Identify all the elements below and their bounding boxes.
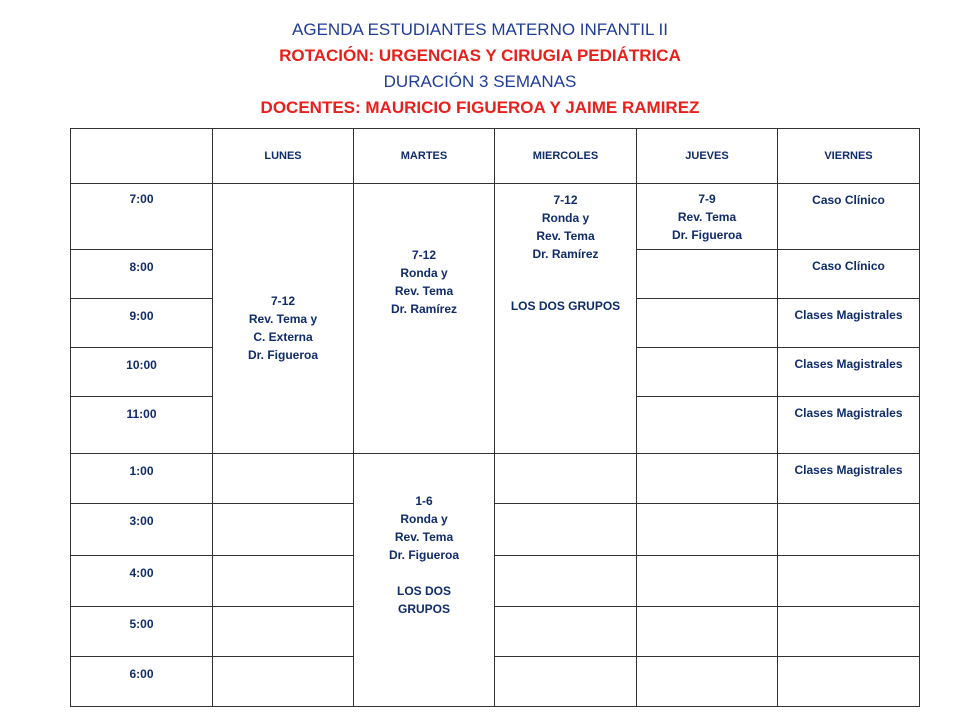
block-line: 1-6 (415, 494, 433, 508)
title-docentes: DOCENTES: MAURICIO FIGUEROA Y JAIME RAMIREZ (260, 98, 700, 117)
block-line: C. Externa (253, 329, 313, 344)
table-row (71, 657, 920, 707)
viernes-cell: Clases Magistrales (778, 299, 920, 348)
col-header-miercoles: MIERCOLES (495, 129, 637, 184)
jueves-empty-cell (637, 348, 778, 397)
miercoles-empty-cell (495, 454, 637, 504)
viernes-empty-cell (778, 556, 920, 607)
lunes-empty-cell (213, 607, 354, 657)
block-line: Ronda y (400, 512, 448, 526)
time-label: 3:00 (71, 504, 213, 556)
table-row (71, 607, 920, 657)
table-row (71, 454, 920, 504)
jueves-empty-cell (637, 397, 778, 454)
col-header-lunes: LUNES (213, 129, 354, 184)
time-label: 11:00 (71, 397, 213, 454)
jueves-empty-cell (637, 454, 778, 504)
block-line: Ronda y (400, 266, 448, 280)
block-line: Dr. Figueroa (388, 548, 459, 562)
viernes-empty-cell (778, 657, 920, 707)
block-line: Rev. Tema (536, 229, 595, 243)
lunes-empty-cell (213, 454, 354, 504)
header-row (71, 129, 920, 184)
lunes-empty-cell (213, 556, 354, 607)
jueves-7-cell (637, 184, 778, 250)
table-row (71, 184, 920, 250)
miercoles-empty-cell (495, 607, 637, 657)
block-line: LOS DOS (396, 584, 451, 598)
miercoles-empty-cell (495, 504, 637, 556)
time-label: 10:00 (71, 348, 213, 397)
block-line: Dr. Ramírez (532, 247, 599, 261)
time-label: 7:00 (71, 184, 213, 250)
lunes-morning-block (213, 184, 354, 454)
jueves-empty-cell (637, 556, 778, 607)
jueves-empty-cell (637, 607, 778, 657)
jueves-empty-cell (637, 299, 778, 348)
viernes-empty-cell (778, 504, 920, 556)
martes-morning-block (354, 184, 495, 454)
block-line: 7-12 (553, 193, 578, 207)
block-line: 7-12 (270, 293, 296, 308)
block-line: Dr. Ramírez (390, 302, 458, 316)
viernes-cell: Caso Clínico (778, 184, 920, 250)
viernes-cell: Clases Magistrales (778, 348, 920, 397)
title-rotacion: ROTACIÓN: URGENCIAS Y CIRUGIA PEDIÁTRICA (279, 46, 681, 65)
block-line: Rev. Tema y (248, 311, 318, 326)
col-header-jueves: JUEVES (637, 129, 778, 184)
time-label: 4:00 (71, 556, 213, 607)
table-row (71, 556, 920, 607)
corner-cell (71, 129, 213, 184)
jueves-empty-cell (637, 504, 778, 556)
block-line: Dr. Figueroa (671, 228, 742, 242)
col-header-martes: MARTES (354, 129, 495, 184)
viernes-cell: Clases Magistrales (778, 454, 920, 504)
col-header-viernes: VIERNES (778, 129, 920, 184)
block-line: Dr. Figueroa (247, 347, 318, 362)
block-line: Rev. Tema (394, 284, 454, 298)
title-agenda: AGENDA ESTUDIANTES MATERNO INFANTIL II (292, 20, 668, 39)
jueves-empty-cell (637, 657, 778, 707)
time-label: 8:00 (71, 250, 213, 299)
time-label: 1:00 (71, 454, 213, 504)
time-label: 9:00 (71, 299, 213, 348)
block-line: 7-12 (411, 248, 437, 262)
block-line: Ronda y (541, 211, 590, 225)
lunes-empty-cell (213, 657, 354, 707)
lunes-empty-cell (213, 504, 354, 556)
table-row (71, 504, 920, 556)
time-label: 5:00 (71, 607, 213, 657)
block-line: Rev. Tema (677, 210, 737, 224)
time-label: 6:00 (71, 657, 213, 707)
block-line: 7-9 (698, 192, 716, 206)
title-duracion: DURACIÓN 3 SEMANAS (383, 72, 577, 91)
martes-afternoon-block (354, 454, 495, 707)
block-line: GRUPOS (397, 602, 450, 616)
jueves-empty-cell (637, 250, 778, 299)
block-line: LOS DOS GRUPOS (510, 299, 621, 313)
block-line: Rev. Tema (394, 530, 454, 544)
miercoles-empty-cell (495, 556, 637, 607)
viernes-cell: Caso Clínico (778, 250, 920, 299)
miercoles-morning-block (495, 184, 637, 454)
viernes-cell: Clases Magistrales (778, 397, 920, 454)
schedule-table (70, 128, 920, 707)
viernes-empty-cell (778, 607, 920, 657)
miercoles-empty-cell (495, 657, 637, 707)
